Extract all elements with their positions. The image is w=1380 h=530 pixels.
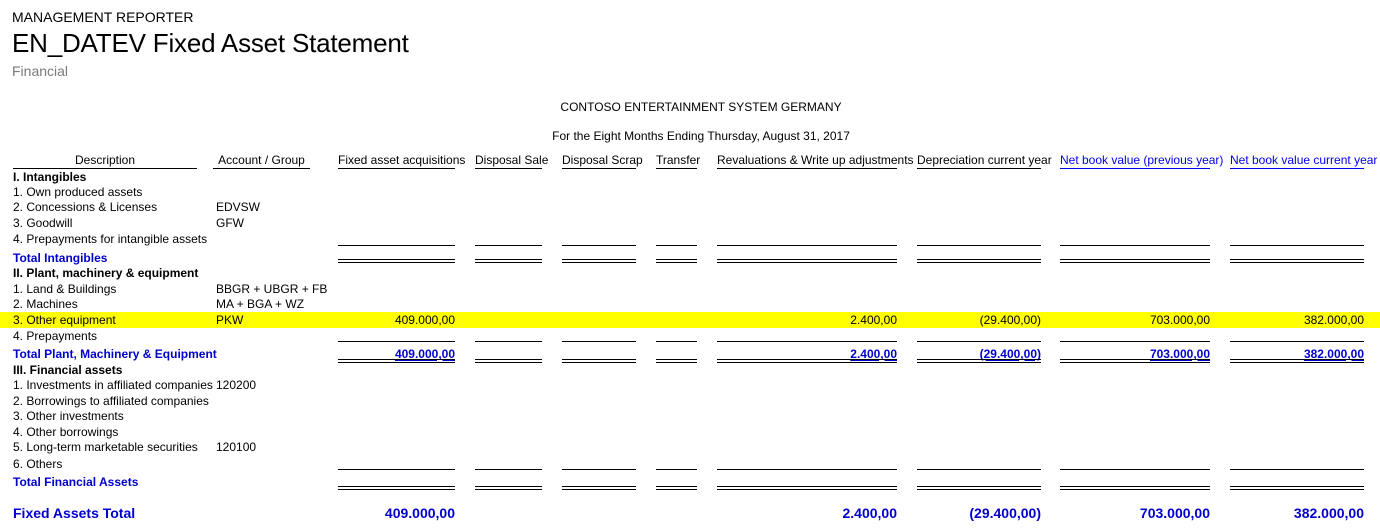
row-description: 3. Other equipment	[13, 313, 116, 327]
rule-line	[562, 341, 636, 342]
nbv-prev-value: 703.000,00	[1149, 313, 1210, 327]
rule-line	[475, 486, 542, 487]
row-account: 120100	[216, 440, 257, 454]
rule-line	[1230, 469, 1364, 470]
table-row	[0, 377, 1380, 393]
col-header-account: Account / Group	[213, 153, 310, 169]
rule-line	[717, 362, 897, 363]
col-header-description: Description	[13, 153, 197, 169]
total-row-label: Total Plant, Machinery & Equipment	[13, 347, 217, 361]
rule-line	[917, 486, 1041, 487]
rule-line	[656, 486, 697, 487]
rule-line	[562, 359, 636, 360]
rule-line	[562, 362, 636, 363]
grand-total-depreciation: (29.400,00)	[969, 505, 1041, 521]
rule-line	[717, 469, 897, 470]
grand-total-revaluations: 2.400,00	[842, 505, 897, 521]
section-heading: II. Plant, machinery & equipment	[13, 266, 199, 280]
col-header-nbv-prev[interactable]: Net book value (previous year)	[1060, 153, 1224, 167]
rule-line	[338, 259, 455, 260]
total-nbv-curr-value: 382.000,00	[1303, 347, 1364, 361]
rule-line	[1060, 486, 1210, 487]
rule-line	[656, 359, 697, 360]
total-nbv-prev-value: 703.000,00	[1149, 347, 1210, 361]
row-account: MA + BGA + WZ	[216, 297, 305, 311]
rule-line	[1060, 259, 1210, 260]
table-row	[0, 474, 1380, 490]
rule-line	[917, 259, 1041, 260]
row-description: 3. Goodwill	[13, 216, 73, 230]
rule-line	[917, 245, 1041, 246]
rule-line	[1060, 341, 1210, 342]
rule-line	[475, 259, 542, 260]
table-row	[0, 408, 1380, 424]
rule-line	[1230, 359, 1364, 360]
rule-line	[717, 486, 897, 487]
table-row	[0, 265, 1380, 281]
rule-line	[656, 489, 697, 490]
rule-line	[1230, 262, 1364, 263]
table-row	[0, 281, 1380, 297]
rule-line	[562, 245, 636, 246]
row-description: 2. Concessions & Licenses	[13, 200, 158, 214]
rule-line	[717, 341, 897, 342]
table-row	[0, 439, 1380, 455]
rule-line	[338, 469, 455, 470]
row-description: 4. Prepayments for intangible assets	[13, 232, 208, 246]
table-row	[0, 169, 1380, 185]
table-row	[0, 184, 1380, 200]
rule-line	[475, 469, 542, 470]
rule-line	[717, 259, 897, 260]
rule-line	[717, 245, 897, 246]
rule-line	[562, 486, 636, 487]
rule-line	[717, 262, 897, 263]
rule-line	[717, 359, 897, 360]
rule-line	[562, 469, 636, 470]
rule-line	[1060, 262, 1210, 263]
rule-line	[338, 362, 455, 363]
col-header-acquisitions: Fixed asset acquisitions	[338, 153, 466, 167]
report-period: For the Eight Months Ending Thursday, August 31, 2017	[552, 129, 850, 143]
total-row-label: Total Financial Assets	[13, 475, 139, 489]
table-row	[0, 393, 1380, 409]
management-reporter-label: MANAGEMENT REPORTER	[12, 9, 194, 25]
nbv-curr-value: 382.000,00	[1303, 313, 1364, 327]
total-revaluations-value: 2.400,00	[850, 347, 897, 361]
row-description: 1. Land & Buildings	[13, 282, 117, 296]
table-row	[0, 362, 1380, 378]
rule-line	[656, 362, 697, 363]
rule-line	[717, 489, 897, 490]
rule-line	[475, 262, 542, 263]
rule-line	[656, 259, 697, 260]
total-acquisitions-value: 409.000,00	[394, 347, 455, 361]
rule-line	[917, 341, 1041, 342]
row-description: 4. Other borrowings	[13, 425, 119, 439]
revaluations-value: 2.400,00	[850, 313, 897, 327]
rule-line	[656, 245, 697, 246]
rule-line	[1230, 486, 1364, 487]
rule-line	[475, 245, 542, 246]
company-name: CONTOSO ENTERTAINMENT SYSTEM GERMANY	[560, 100, 842, 114]
rule-line	[338, 262, 455, 263]
rule-line	[1060, 245, 1210, 246]
rule-line	[1230, 259, 1364, 260]
row-account: BBGR + UBGR + FB	[216, 282, 328, 296]
rule-line	[338, 359, 455, 360]
rule-line	[917, 469, 1041, 470]
row-account: PKW	[216, 313, 244, 327]
row-description: 5. Long-term marketable securities	[13, 440, 198, 454]
rule-line	[917, 359, 1041, 360]
rule-line	[475, 341, 542, 342]
col-header-disposal-sale: Disposal Sale	[475, 153, 549, 167]
row-description: 6. Others	[13, 457, 63, 471]
rule-line	[656, 469, 697, 470]
grand-total-nbv-prev: 703.000,00	[1139, 505, 1210, 521]
rule-line	[656, 341, 697, 342]
rule-line	[475, 362, 542, 363]
rule-line	[1230, 489, 1364, 490]
table-row	[0, 424, 1380, 440]
row-account: 120200	[216, 378, 257, 392]
acquisitions-value: 409.000,00	[394, 313, 455, 327]
rule-line	[562, 259, 636, 260]
rule-line	[475, 489, 542, 490]
col-header-depreciation: Depreciation current year	[917, 153, 1052, 167]
rule-line	[917, 489, 1041, 490]
total-row-label: Total Intangibles	[13, 251, 108, 265]
grand-total-label: Fixed Assets Total	[13, 505, 136, 521]
grand-total-acquisitions: 409.000,00	[384, 505, 455, 521]
rule-line	[338, 245, 455, 246]
rule-line	[1060, 469, 1210, 470]
row-account: EDVSW	[216, 200, 261, 214]
section-heading: III. Financial assets	[13, 363, 123, 377]
rule-line	[1230, 341, 1364, 342]
table-row	[0, 296, 1380, 312]
row-description: 4. Prepayments	[13, 329, 98, 343]
rule-line	[917, 262, 1041, 263]
report-title: EN_DATEV Fixed Asset Statement	[12, 28, 409, 58]
row-description: 1. Own produced assets	[13, 185, 143, 199]
rule-line	[1060, 489, 1210, 490]
col-header-transfer: Transfer	[656, 153, 701, 167]
row-description: 3. Other investments	[13, 409, 124, 423]
rule-line	[1230, 245, 1364, 246]
rule-line	[562, 262, 636, 263]
rule-line	[656, 262, 697, 263]
rule-line	[338, 341, 455, 342]
rule-line	[562, 489, 636, 490]
row-description: 2. Machines	[13, 297, 78, 311]
col-header-revaluations: Revaluations & Write up adjustments	[717, 153, 914, 167]
grand-total-nbv-curr: 382.000,00	[1293, 505, 1364, 521]
section-heading: I. Intangibles	[13, 170, 87, 184]
table-row	[0, 250, 1380, 266]
rule-line	[475, 359, 542, 360]
table-row	[0, 199, 1380, 215]
depreciation-value: (29.400,00)	[979, 313, 1041, 327]
col-header-disposal-scrap: Disposal Scrap	[562, 153, 643, 167]
table-row-selected[interactable]	[0, 312, 1380, 328]
rule-line	[1060, 362, 1210, 363]
report-subtitle: Financial	[12, 63, 69, 79]
col-header-nbv-curr[interactable]: Net book value current year	[1230, 153, 1378, 167]
table-row	[0, 215, 1380, 231]
rule-line	[338, 486, 455, 487]
row-description: 1. Investments in affiliated companies	[13, 378, 213, 392]
rule-line	[338, 489, 455, 490]
total-depreciation-value: (29.400,00)	[979, 347, 1041, 361]
rule-line	[917, 362, 1041, 363]
rule-line	[1060, 359, 1210, 360]
rule-line	[1230, 362, 1364, 363]
row-account: GFW	[216, 216, 244, 230]
row-description: 2. Borrowings to affiliated companies	[13, 394, 209, 408]
